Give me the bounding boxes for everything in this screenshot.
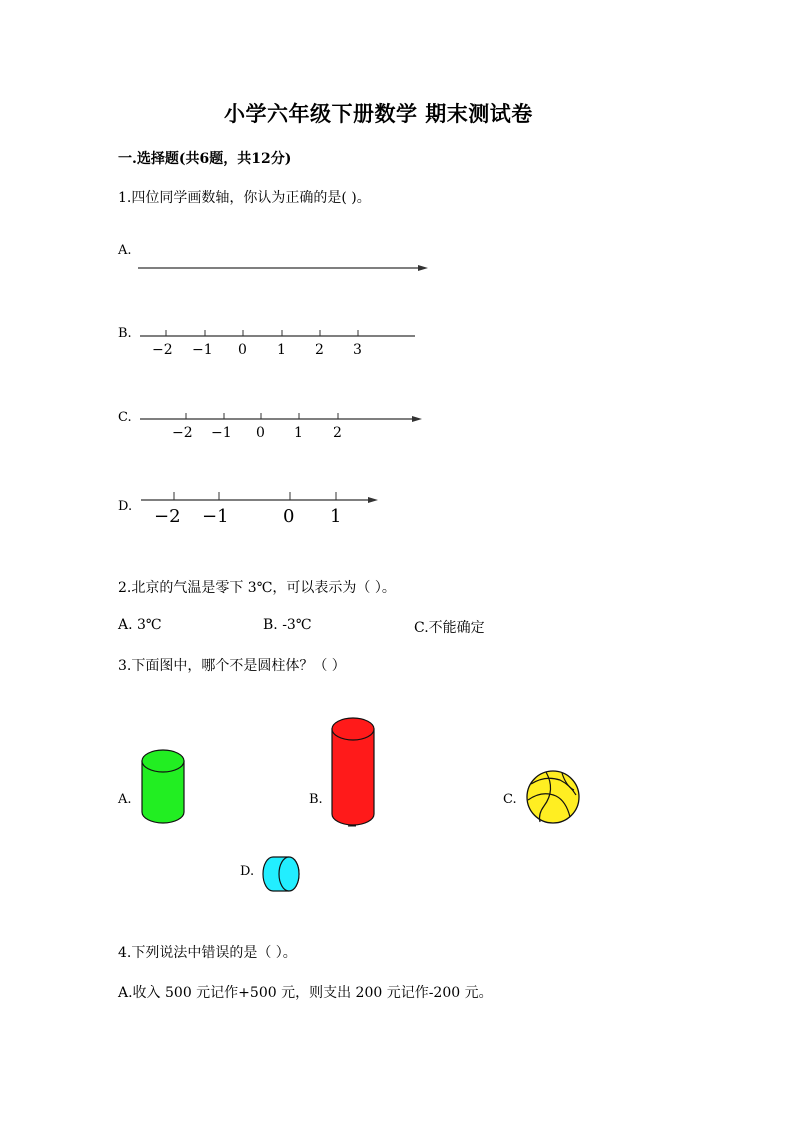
tick-label: 0 [283,506,295,527]
q2-option-a: A. 3℃ [118,617,162,633]
q1-option-d-label: D. [118,499,133,514]
tick-label: −1 [202,506,229,527]
tick-label: 1 [277,342,286,358]
q3-option-b-label: B. [309,792,323,807]
tick-label: 2 [315,342,324,358]
tick-label: −2 [152,342,173,358]
question-4: 4.下列说法中错误的是（ ）。 [118,945,297,961]
tick-label: 0 [256,425,265,441]
question-1: 1.四位同学画数轴，你认为正确的是( )。 [118,190,371,206]
q1-option-b-label: B. [118,326,132,341]
tick-label: −2 [154,506,181,527]
q1-option-a-label: A. [118,243,132,258]
q3-option-d-label: D. [240,864,255,879]
q1-option-c-label: C. [118,410,132,425]
q3-option-c-label: C. [503,792,517,807]
q3-option-a-label: A. [118,792,132,807]
tick-label: 0 [238,342,247,358]
tick-label: −2 [172,425,193,441]
tick-label: 2 [333,425,342,441]
page-title: 小学六年级下册数学 期末测试卷 [224,101,533,126]
section-heading: 一.选择题(共6题，共12分) [118,151,292,167]
q2-option-b: B. -3℃ [263,617,312,633]
tick-label: 1 [330,506,342,527]
q2-option-c: C.不能确定 [414,620,485,636]
tick-label: −1 [192,342,213,358]
q4-option-a: A.收入 500 元记作+500 元，则支出 200 元记作-200 元。 [118,985,493,1001]
tick-label: 1 [294,425,303,441]
tick-label: −1 [211,425,232,441]
question-3: 3.下面图中，哪个不是圆柱体？（ ） [118,658,346,674]
tick-label: 3 [353,342,362,358]
question-2: 2.北京的气温是零下 3℃，可以表示为（ ）。 [118,580,396,596]
